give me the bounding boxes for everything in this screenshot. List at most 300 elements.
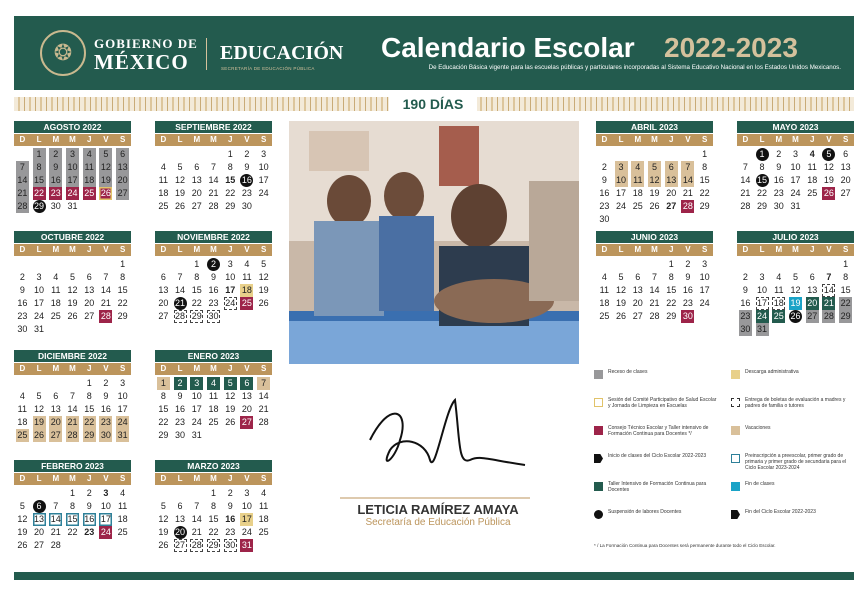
national-coat-of-arms-icon: ❂ xyxy=(40,30,86,76)
calendar-day: 16 xyxy=(17,298,28,308)
calendar-day: 9 xyxy=(227,501,233,511)
calendar-day: 27 xyxy=(50,430,61,440)
calendar-day: 3 xyxy=(792,149,798,159)
page-subtitle: De Educación Básica vigente para las escuelas públicas y particulares incorporadas al Sistema Educativo Nacional en los Estados Unidos Mexicanos. xyxy=(428,64,841,71)
weekday-letter: M xyxy=(69,364,76,373)
calendar-day: 4 xyxy=(244,259,250,269)
calendar-day: 6 xyxy=(160,272,166,282)
calendar-day: 19 xyxy=(34,417,45,427)
calendar-day: 4 xyxy=(83,148,96,161)
calendar-day: 8 xyxy=(668,272,674,282)
calendar-day: 28 xyxy=(17,201,28,211)
calendar-day: 25 xyxy=(632,201,643,211)
calendar-day: 17 xyxy=(191,404,202,414)
legend-label: Receso de clases xyxy=(608,369,648,375)
calendar-day: 13 xyxy=(117,162,128,172)
weekday-letter: V xyxy=(685,135,691,144)
calendar-day: 1 xyxy=(843,259,849,269)
legend-swatch xyxy=(594,398,603,407)
calendar-day: 21 xyxy=(740,188,751,198)
calendar-day: 3 xyxy=(261,149,267,159)
calendar-day: 28 xyxy=(191,540,202,550)
calendar-day: 30 xyxy=(682,311,693,321)
calendar-day: 12 xyxy=(34,404,45,414)
legend-label: Sesión del Comité Participativo de Salud Escolar y Jornada de Limpieza en Escuelas xyxy=(608,397,717,409)
calendar-day: 1 xyxy=(756,148,769,161)
weekday-header xyxy=(737,134,854,146)
calendar-day: 24 xyxy=(100,527,111,537)
calendar-day: 10 xyxy=(67,162,78,172)
calendar-day: 3 xyxy=(66,148,79,161)
weekday-letter: D xyxy=(160,245,167,254)
calendar-day: 17 xyxy=(117,404,128,414)
weekday-letter: L xyxy=(36,364,42,373)
calendar-day: 22 xyxy=(84,417,95,427)
calendar-day: 16 xyxy=(682,285,693,295)
calendar-day: 1 xyxy=(210,488,216,498)
calendar-day: 7 xyxy=(53,501,59,511)
calendar-day: 19 xyxy=(158,527,169,537)
calendar-day: 18 xyxy=(599,298,610,308)
legend-label: Preinscripción a preescolar, primer grado de primaria y primer grado de secundaria para el Ciclo Escolar 2023-2024 xyxy=(745,453,847,471)
calendar-day: 24 xyxy=(699,298,710,308)
weekday-header xyxy=(14,134,131,146)
calendar-day: 27 xyxy=(117,188,128,198)
legend-label: Consejo Técnico Escolar y Taller intensivo de Formación Continua para Docentes */ xyxy=(608,425,709,437)
calendar-day: 9 xyxy=(742,285,748,295)
calendar-day: 21 xyxy=(191,527,202,537)
calendar-day: 4 xyxy=(261,488,267,498)
calendar-day: 13 xyxy=(666,175,677,185)
weekday-letter: M xyxy=(210,474,217,483)
calendar-day: 22 xyxy=(757,188,768,198)
calendar-day: 5 xyxy=(224,377,237,390)
calendar-day: 16 xyxy=(50,175,61,185)
calendar-day: 21 xyxy=(258,404,269,414)
calendar-day: 31 xyxy=(241,540,252,550)
calendar-day: 9 xyxy=(49,161,62,174)
calendar-day: 16 xyxy=(599,188,610,198)
weekday-letter: J xyxy=(228,245,233,254)
calendar-day: 11 xyxy=(158,175,169,185)
weekday-letter: D xyxy=(19,135,26,144)
signature-image xyxy=(330,380,540,505)
calendar-day: 1 xyxy=(157,377,170,390)
weekday-letter: S xyxy=(702,245,708,254)
calendar-day: 29 xyxy=(117,311,128,321)
calendar-day: 11 xyxy=(117,501,128,511)
calendar-day: 13 xyxy=(241,391,252,401)
calendar-day: 14 xyxy=(191,514,202,524)
calendar-day: 23 xyxy=(225,527,236,537)
calendar-day: 25 xyxy=(50,311,61,321)
calendar-day: 10 xyxy=(191,391,202,401)
calendar-day: 6 xyxy=(665,161,678,174)
legend-label: Fin del Ciclo Escolar 2022-2023 xyxy=(745,509,816,515)
calendar-day: 21 xyxy=(175,298,186,308)
calendar-day: 9 xyxy=(685,272,691,282)
calendar-day: 7 xyxy=(742,162,748,172)
calendar-day: 1 xyxy=(120,259,126,269)
weekday-letter: V xyxy=(244,135,250,144)
calendar-day: 8 xyxy=(843,272,849,282)
calendar-day: 15 xyxy=(840,285,851,295)
calendar-day: 16 xyxy=(241,175,252,185)
month-title: JUNIO 2023 xyxy=(596,231,713,243)
calendar-day: 14 xyxy=(67,404,78,414)
calendar-day: 12 xyxy=(225,391,236,401)
weekday-letter: M xyxy=(210,364,217,373)
header-divider xyxy=(206,38,207,70)
calendar-day: 9 xyxy=(86,501,92,511)
calendar-day: 6 xyxy=(116,148,129,161)
calendar-day: 24 xyxy=(67,188,78,198)
calendar-day: 28 xyxy=(175,311,186,321)
calendar-day: 28 xyxy=(258,417,269,427)
weekday-letter: M xyxy=(210,245,217,254)
calendar-day: 8 xyxy=(33,161,46,174)
weekday-letter: L xyxy=(36,135,42,144)
calendar-day: 2 xyxy=(49,148,62,161)
weekday-letter: M xyxy=(69,245,76,254)
calendar-day: 14 xyxy=(100,285,111,295)
calendar-day: 7 xyxy=(210,162,216,172)
calendar-day: 29 xyxy=(699,201,710,211)
footer-bar xyxy=(14,572,854,580)
calendar-day: 16 xyxy=(773,175,784,185)
calendar-day: 19 xyxy=(616,298,627,308)
calendar-day: 7 xyxy=(103,272,109,282)
calendar-day: 2 xyxy=(244,149,250,159)
calendar-day: 31 xyxy=(117,430,128,440)
calendar-day: 30 xyxy=(773,201,784,211)
calendar-day: 7 xyxy=(194,501,200,511)
calendar-day: 14 xyxy=(50,514,61,524)
calendar-day: 2 xyxy=(103,378,109,388)
calendar-day: 30 xyxy=(50,201,61,211)
calendar-day: 2 xyxy=(174,377,187,390)
calendar-day: 3 xyxy=(190,377,203,390)
weekday-letter: D xyxy=(742,245,749,254)
calendar-day: 8 xyxy=(69,501,75,511)
calendar-day: 13 xyxy=(158,285,169,295)
calendar-day: 13 xyxy=(34,514,45,524)
calendar-day: 1 xyxy=(33,148,46,161)
calendar-day: 16 xyxy=(84,514,95,524)
weekday-letter: M xyxy=(193,474,201,483)
calendar-day: 5 xyxy=(792,272,798,282)
calendar-day: 3 xyxy=(103,488,109,498)
calendar-day: 4 xyxy=(160,162,166,172)
calendar-day: 28 xyxy=(100,311,111,321)
calendar-day: 18 xyxy=(773,298,784,308)
calendar-day: 21 xyxy=(17,188,28,198)
weekday-letter: M xyxy=(52,135,60,144)
weekday-letter: S xyxy=(261,135,267,144)
legend-label: Entrega de boletas de evaluación a madres y padres de familia o tutores xyxy=(745,397,846,409)
calendar-day: 19 xyxy=(67,298,78,308)
calendar-day: 3 xyxy=(36,272,42,282)
calendar-day: 28 xyxy=(823,311,834,321)
legend-label: Taller Intensivo de Formación Continua para Docentes xyxy=(608,481,707,493)
weekday-letter: J xyxy=(228,135,233,144)
calendar-day: 21 xyxy=(67,417,78,427)
calendar-day: 27 xyxy=(632,311,643,321)
calendar-day: 20 xyxy=(175,527,186,537)
calendar-day: 11 xyxy=(84,162,94,172)
weekday-letter: J xyxy=(810,245,815,254)
weekday-letter: J xyxy=(87,245,92,254)
page-title-years: 2022-2023 xyxy=(664,32,798,63)
calendar-day: 9 xyxy=(601,175,607,185)
weekday-letter: D xyxy=(19,474,26,483)
calendar-day: 10 xyxy=(616,175,627,185)
calendar-day: 11 xyxy=(51,285,61,295)
weekday-letter: D xyxy=(601,135,608,144)
calendar-day: 21 xyxy=(682,188,693,198)
calendar-day: 24 xyxy=(191,417,202,427)
calendar-day: 19 xyxy=(649,188,660,198)
calendar-day: 20 xyxy=(117,175,128,185)
calendar-day: 3 xyxy=(702,259,708,269)
weekday-letter: J xyxy=(87,474,92,483)
legend-swatch xyxy=(731,398,740,407)
calendar-day: 23 xyxy=(241,188,252,198)
calendar-day: 14 xyxy=(208,175,219,185)
calendar-day: 25 xyxy=(773,311,784,321)
weekday-letter: V xyxy=(103,364,109,373)
calendar-day: 24 xyxy=(790,188,801,198)
calendar-day: 7 xyxy=(16,161,29,174)
calendar-day: 15 xyxy=(699,175,710,185)
calendar-day: 14 xyxy=(649,285,660,295)
calendar-day: 20 xyxy=(807,298,818,308)
calendar-day: 26 xyxy=(67,311,78,321)
calendar-day: 18 xyxy=(241,285,252,295)
calendar-day: 23 xyxy=(175,417,186,427)
weekday-letter: S xyxy=(843,245,849,254)
calendar-day: 10 xyxy=(790,162,801,172)
weekday-letter: L xyxy=(36,474,42,483)
weekday-letter: J xyxy=(669,135,674,144)
weekday-letter: L xyxy=(618,135,624,144)
calendar-day: 18 xyxy=(258,514,269,524)
signatory-name: LETICIA RAMÍREZ AMAYA xyxy=(357,502,519,517)
calendar-day: 14 xyxy=(740,175,751,185)
calendar-day: 27 xyxy=(191,201,202,211)
weekday-letter: L xyxy=(618,245,624,254)
calendar-day: 15 xyxy=(67,514,78,524)
weekday-letter: V xyxy=(244,245,250,254)
calendar-day: 26 xyxy=(225,417,236,427)
calendar-day: 10 xyxy=(241,501,252,511)
weekday-letter: J xyxy=(810,135,815,144)
weekday-letter: M xyxy=(792,135,799,144)
calendar-day: 25 xyxy=(208,417,219,427)
calendar-day: 12 xyxy=(100,162,111,172)
footnote: * / La Formación Continua para Docentes será permanente durante todo el Ciclo Escolar. xyxy=(594,543,776,548)
calendar-day: 5 xyxy=(36,391,42,401)
weekday-letter: J xyxy=(228,364,233,373)
calendar-day: 23 xyxy=(682,298,693,308)
calendar-day: 10 xyxy=(258,162,269,172)
calendar-day: 1 xyxy=(86,378,92,388)
calendar-day: 26 xyxy=(100,188,111,198)
legend-label: Fin de clases xyxy=(745,481,775,487)
calendar-day: 24 xyxy=(258,188,269,198)
calendar-day: 26 xyxy=(34,430,45,440)
education-label: EDUCACIÓN xyxy=(220,42,344,64)
weekday-letter: S xyxy=(261,474,267,483)
calendar-day: 24 xyxy=(757,311,768,321)
calendar-day: 25 xyxy=(258,527,269,537)
weekday-letter: S xyxy=(120,245,126,254)
weekday-letter: V xyxy=(244,474,250,483)
calendar-day: 17 xyxy=(258,175,269,185)
month-title: DICIEMBRE 2022 xyxy=(14,350,131,362)
legend-label: Inicio de clases del Ciclo Escolar 2022-2023 xyxy=(608,453,707,459)
weekday-header xyxy=(155,244,272,256)
mexico-label: MÉXICO xyxy=(94,50,189,74)
weekday-letter: M xyxy=(792,245,799,254)
calendar-day: 8 xyxy=(227,162,233,172)
calendar-day: 23 xyxy=(773,188,784,198)
calendar-day: 26 xyxy=(258,298,269,308)
weekday-letter: L xyxy=(759,135,765,144)
weekday-letter: J xyxy=(87,364,92,373)
weekday-letter: M xyxy=(52,474,60,483)
calendar-day: 30 xyxy=(241,201,252,211)
calendar-day: 3 xyxy=(759,272,765,282)
weekday-letter: D xyxy=(160,364,167,373)
calendar-day: 11 xyxy=(258,501,269,511)
calendar-day: 14 xyxy=(17,175,28,185)
calendar-day: 6 xyxy=(843,149,849,159)
calendar-day: 7 xyxy=(177,272,183,282)
weekday-letter: D xyxy=(19,245,26,254)
weekday-letter: L xyxy=(177,135,183,144)
calendar-day: 27 xyxy=(840,188,851,198)
calendar-day: 10 xyxy=(100,501,111,511)
calendar-day: 3 xyxy=(244,488,250,498)
calendar-day: 23 xyxy=(100,417,111,427)
government-label: GOBIERNO DE xyxy=(94,36,198,51)
calendar-day: 10 xyxy=(34,285,45,295)
calendar-day: 29 xyxy=(840,311,851,321)
calendar-day: 28 xyxy=(649,311,660,321)
calendar-day: 15 xyxy=(158,404,169,414)
weekday-letter: L xyxy=(177,474,183,483)
calendar-day: 28 xyxy=(208,201,219,211)
weekday-letter: L xyxy=(36,245,42,254)
school-days-count: 190 DÍAS xyxy=(389,95,477,113)
calendar-day: 23 xyxy=(50,188,61,198)
calendar-day: 5 xyxy=(19,501,25,511)
weekday-letter: V xyxy=(103,245,109,254)
calendar-day: 22 xyxy=(208,527,219,537)
calendar-day: 11 xyxy=(774,285,784,295)
calendar-day: 23 xyxy=(84,527,95,537)
calendar-day: 7 xyxy=(651,272,657,282)
calendar-day: 9 xyxy=(19,285,25,295)
weekday-letter: L xyxy=(177,364,183,373)
calendar-day: 13 xyxy=(632,285,643,295)
calendar-day: 27 xyxy=(807,311,818,321)
calendar-day: 7 xyxy=(257,377,270,390)
weekday-letter: D xyxy=(19,364,26,373)
weekday-letter: M xyxy=(651,245,658,254)
calendar-day: 26 xyxy=(158,540,169,550)
weekday-header xyxy=(14,473,131,485)
calendar-day: 23 xyxy=(599,201,610,211)
calendar-day: 8 xyxy=(702,162,708,172)
calendar-day: 29 xyxy=(191,311,202,321)
calendar-day: 2 xyxy=(776,149,782,159)
calendar-day: 25 xyxy=(17,430,28,440)
calendar-day: 17 xyxy=(34,298,45,308)
calendar-day: 16 xyxy=(100,404,111,414)
calendar-day: 18 xyxy=(807,175,818,185)
calendar-day: 11 xyxy=(599,285,610,295)
weekday-letter: D xyxy=(160,474,167,483)
calendar-day: 1 xyxy=(702,149,708,159)
month-title: OCTUBRE 2022 xyxy=(14,231,131,243)
calendar-day: 28 xyxy=(50,540,61,550)
calendar-day: 16 xyxy=(175,404,186,414)
calendar-day: 11 xyxy=(807,162,817,172)
legend-swatch xyxy=(594,482,603,491)
calendar-day: 30 xyxy=(208,311,219,321)
calendar-day: 3 xyxy=(615,161,628,174)
calendar-day: 12 xyxy=(175,175,186,185)
calendar-day: 12 xyxy=(17,514,28,524)
calendar-day: 18 xyxy=(208,404,219,414)
calendar-day: 6 xyxy=(53,391,59,401)
legend-swatch xyxy=(731,510,740,519)
calendar-day: 20 xyxy=(666,188,677,198)
calendar-day: 18 xyxy=(50,298,61,308)
calendar-day: 16 xyxy=(208,285,219,295)
weekday-letter: J xyxy=(228,474,233,483)
calendar-day: 25 xyxy=(599,311,610,321)
calendar-day: 17 xyxy=(790,175,801,185)
calendar-day: 21 xyxy=(823,298,834,308)
calendar-day: 6 xyxy=(809,272,815,282)
calendar-day: 24 xyxy=(241,527,252,537)
calendar-day: 17 xyxy=(67,175,78,185)
calendar-day: 4 xyxy=(207,377,220,390)
calendar-day: 17 xyxy=(225,285,236,295)
calendar-day: 11 xyxy=(242,272,252,282)
weekday-letter: M xyxy=(651,135,658,144)
month-title: AGOSTO 2022 xyxy=(14,121,131,133)
calendar-day: 26 xyxy=(17,540,28,550)
signatory-role: Secretaría de Educación Pública xyxy=(365,517,511,528)
calendar-day: 15 xyxy=(225,175,236,185)
calendar-day: 29 xyxy=(158,430,169,440)
calendar-day: 12 xyxy=(823,162,834,172)
calendar-day: 1 xyxy=(227,149,233,159)
calendar-day: 30 xyxy=(175,430,186,440)
calendar-day: 28 xyxy=(740,201,751,211)
calendar-day: 4 xyxy=(53,272,59,282)
weekday-letter: M xyxy=(69,135,76,144)
weekday-letter: D xyxy=(160,135,167,144)
weekday-letter: S xyxy=(120,364,126,373)
calendar-day: 2 xyxy=(86,488,92,498)
calendar-day: 25 xyxy=(241,298,252,308)
calendar-day: 21 xyxy=(50,527,61,537)
